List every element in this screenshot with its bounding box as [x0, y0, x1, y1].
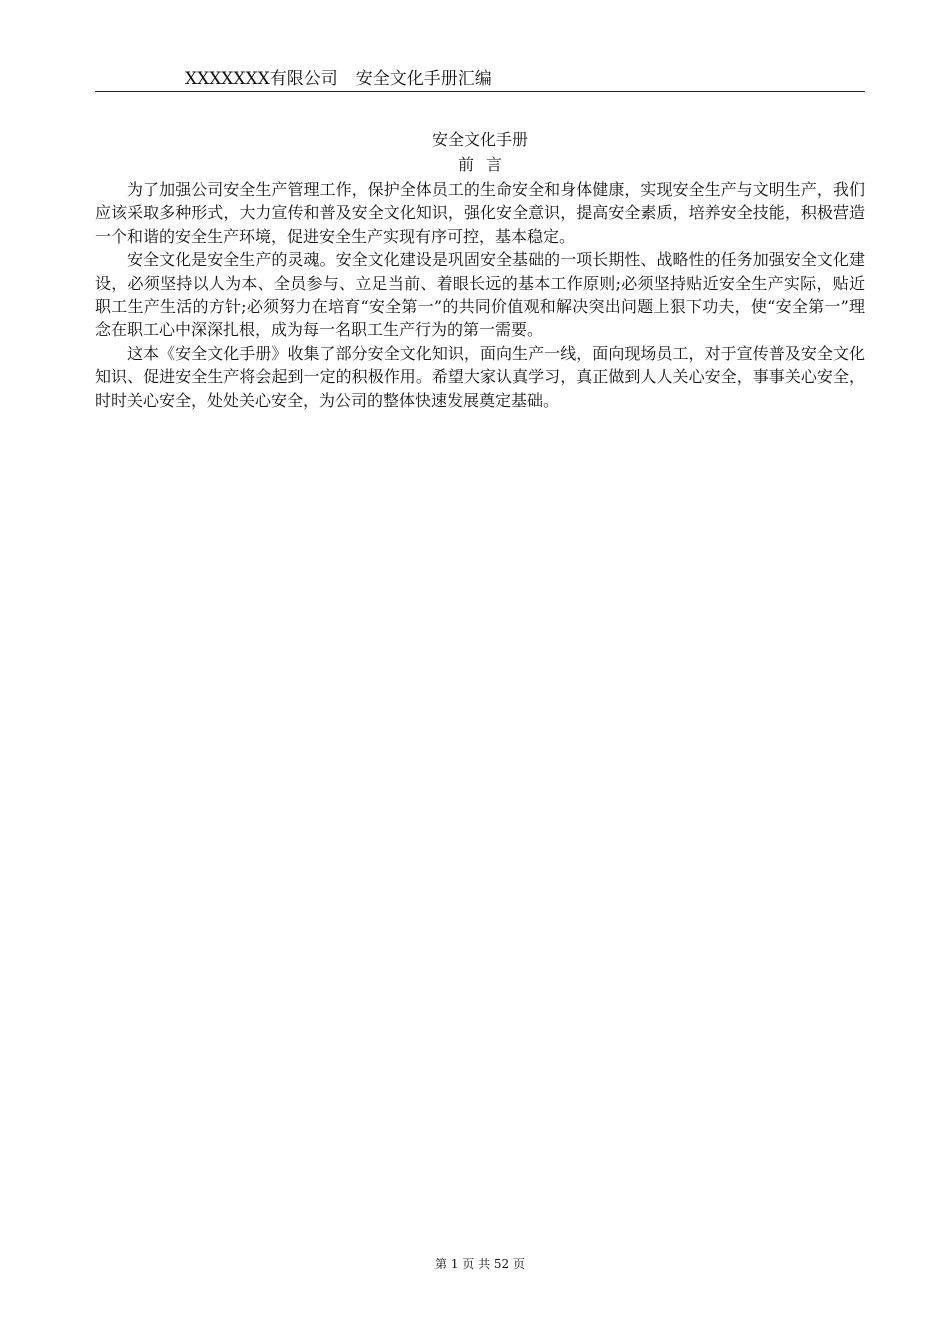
paragraph-3: 这本《安全文化手册》收集了部分安全文化知识，面向生产一线，面向现场员工，对于宣传普及安全文化知识、促进安全生产将会起到一定的积极作用。希望大家认真学习，真正做到人人关心安全，事事关心安全，时时关心安全，处处关心安全，为公司的整体快速发展奠定基础。	[95, 343, 865, 410]
paragraph-2: 安全文化是安全生产的灵魂。安全文化建设是巩固安全基础的一项长期性、战略性的任务加强安全文化建设，必须坚持以人为本、全员参与、立足当前、着眼长远的基本工作原则;必须坚持贴近安全生产实际，贴近职工生产生活的方针;必须努力在培育“安全第一”的共同价值观和解决突出问题上狠下功夫，使“安全第一”理念在职工心中深深扎根，成为每一名职工生产行为的第一需要。	[95, 250, 865, 340]
page-number-footer: 第 1 页 共 52 页	[435, 1257, 525, 1271]
document-subtitle: 前言	[457, 155, 514, 174]
header-text	[185, 69, 492, 89]
header-doc-name: 安全文化手册汇编	[355, 69, 492, 89]
page-header	[95, 66, 865, 92]
document-body	[95, 178, 865, 412]
header-company: XXXXXXX有限公司	[185, 69, 338, 89]
document-title: 安全文化手册	[431, 130, 528, 149]
paragraph-1: 为了加强公司安全生产管理工作，保护全体员工的生命安全和身体健康，实现安全生产与文明生产，我们应该采取多种形式，大力宣传和普及安全文化知识，强化安全意识，提高安全素质，培养安全技能，积极营造一个和谐的安全生产环境，促进安全生产实现有序可控，基本稳定。	[95, 180, 865, 246]
